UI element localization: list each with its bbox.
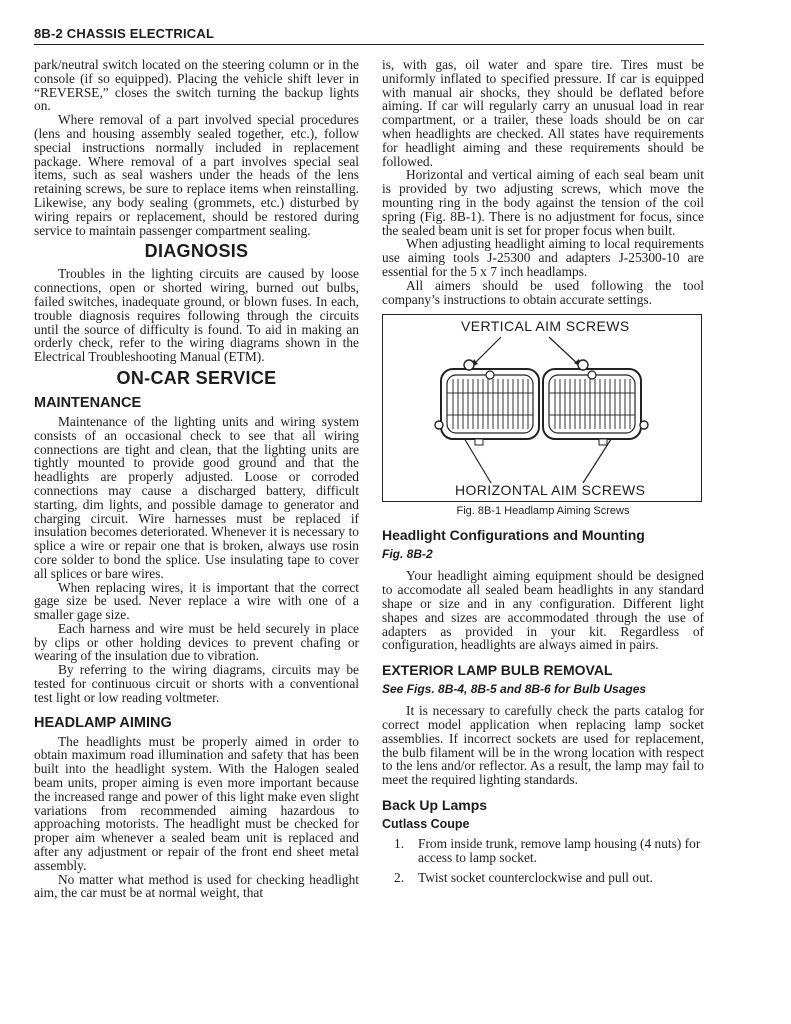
paragraph: When adjusting headlight aiming to local requirements use aiming tools J-25300 and adapters J-25300-10 are essential for the 5 x 7 inch headlamps.: [382, 236, 704, 279]
step-text: From inside trunk, remove lamp housing (4 nuts) for access to lamp socket.: [418, 835, 701, 865]
paragraph: No matter what method is used for checking headlight aim, the car must be at normal weight, that: [34, 871, 359, 901]
left-column: [34, 58, 359, 900]
subheading-cutlass-coupe: Cutlass Coupe: [382, 816, 470, 831]
right-column: [382, 58, 704, 890]
page-header: 8B-2 CHASSIS ELECTRICAL: [34, 26, 704, 45]
list-item: [382, 837, 704, 865]
subheading-back-up-lamps: Back Up Lamps: [382, 796, 488, 813]
paragraph: Maintenance of the lighting units and wiring system consists of an occasional check to see that all wiring connections are tight and clean, that the lighting units are tightly mounted to provide good ground and that the headlights are properly adjusted. Loose or corroded connections may cause a discharged battery, difficult starting, dim lights, and possible damage to generator and charging circuit. Wire harnesses must be replaced if insulation becomes deteriorated. Whenever it is necessary to splice a wire or repair one that is broken, always use rosin core solder to bond the splice. Use insulating tape to cover all splices or bare wires.: [34, 413, 359, 581]
headlamp-illustration: [383, 315, 701, 501]
figure-reference: See Figs. 8B-4, 8B-5 and 8B-6 for Bulb Usages: [382, 682, 647, 697]
paragraph: Each harness and wire must be held securely in place by clips or other holding devices to prevent chafing or wearing of the insulation due to vibration.: [34, 620, 359, 664]
figure-caption: Fig. 8B-1 Headlamp Aiming Screws: [456, 505, 630, 518]
steps-list: [382, 837, 704, 884]
paragraph: Troubles in the lighting circuits are caused by loose connections, open or shorted wiring, burned out bulbs, failed switches, inadequate ground, or blown fuses. In each, trouble diagnosis requires following through the circuits until the source of difficulty is found. To aid in making an orderly check, refer to the wiring diagrams shown in the Electrical Troubleshooting Manual (ETM).: [34, 266, 359, 365]
list-item: [382, 871, 704, 885]
paragraph: is, with gas, oil water and spare tire. Tires must be uniformly inflated to specified pressure. If car is equipped with manual air shocks, they should be deflated before aiming. If car will regularly carry an unusual load in rear compartment, or a trailer, these loads should be on car when headlights are checked. All states have requirements for headlight aiming and these requirements should be followed.: [382, 57, 704, 169]
paragraph: The headlights must be properly aimed in order to obtain maximum road illumination and safety that has been built into the headlight system. With the Halogen sealed beam units, proper aiming is even more important because the increased range and power of this light make even slight variations from recommended aiming hazardous to approaching motorists. The headlight must be checked for proper aim whenever a sealed beam unit is replaced and after any adjustment or repair of the front end sheet metal assembly.: [34, 733, 359, 873]
subheading-headlight-configurations: Headlight Configurations and Mounting: [382, 527, 645, 544]
paragraph: It is necessary to carefully check the parts catalog for correct model application when replacing lamp socket assemblies. If incorrect sockets are used for replacement, the bulb filament will be in the wrong location with respect to the lens and/or reflector. As a result, the lamp may fail to meet the required lighting standards.: [382, 703, 704, 788]
subheading-maintenance: MAINTENANCE: [34, 394, 142, 411]
horizontal-screw-icon: [435, 421, 443, 429]
headlamp-figure: [382, 314, 702, 502]
figure-label-vertical: VERTICAL AIM SCREWS: [461, 318, 630, 335]
left-headlamp: [435, 360, 539, 445]
paragraph: All aimers should be used following the tool company’s instructions to obtain accurate settings.: [382, 277, 704, 307]
vertical-screw-icon: [464, 360, 474, 370]
paragraph: Your headlight aiming equipment should be designed to accomodate all sealed beam headlights in any standard shape or size and in any configuration. Different light shapes and sizes are accommodated through the use of adapters as provided in your kit. Regardless of configuration, headlights are always aimed in pairs.: [382, 568, 704, 653]
subheading-headlamp-aiming: HEADLAMP AIMING: [34, 714, 172, 731]
step-number: 2.: [394, 869, 405, 885]
right-headlamp: [543, 360, 648, 445]
vertical-screw-icon: [578, 360, 588, 370]
horizontal-screw-icon: [640, 421, 648, 429]
section-heading-diagnosis: DIAGNOSIS: [144, 241, 249, 262]
paragraph: Horizontal and vertical aiming of each seal beam unit is provided by two adjusting screws, which move the mounting ring in the body against the tension of the coil spring (Fig. 8B-1). There is no adjustment for focus, since the sealed beam unit is set for proper focus when built.: [382, 167, 704, 238]
figure-label-horizontal: HORIZONTAL AIM SCREWS: [455, 482, 646, 499]
subheading-exterior-lamp-bulb-removal: EXTERIOR LAMP BULB REMOVAL: [382, 662, 613, 679]
step-number: 1.: [394, 835, 405, 851]
figure-reference: Fig. 8B-2: [382, 547, 433, 562]
step-text: Twist socket counterclockwise and pull out.: [418, 869, 653, 885]
paragraph: Where removal of a part involved special procedures (lens and housing assembly sealed together, etc.), follow special instructions normally included in replacement package. Where removal of a part involves special seal items, such as seal washers under the heads of the lens retaining screws, be sure to replace items when reinstalling. Likewise, any body sealing (grommets, etc.) disturbed by wiring repairs or replacement, should be restored during service to maintain passenger compartment sealing.: [34, 112, 359, 238]
paragraph: park/neutral switch located on the steering column or in the console (if so equipped). Placing the vehicle shift lever in “REVERSE,” closes the switch turning the backup lights on.: [34, 57, 359, 114]
paragraph: When replacing wires, it is important that the correct gage size be used. Never replace a wire with one of a smaller gage size.: [34, 579, 359, 623]
paragraph: By referring to the wiring diagrams, circuits may be tested for continuous circuit or shorts with a conventional test light or low reading voltmeter.: [34, 662, 359, 705]
section-heading-on-car-service: ON-CAR SERVICE: [116, 367, 277, 388]
